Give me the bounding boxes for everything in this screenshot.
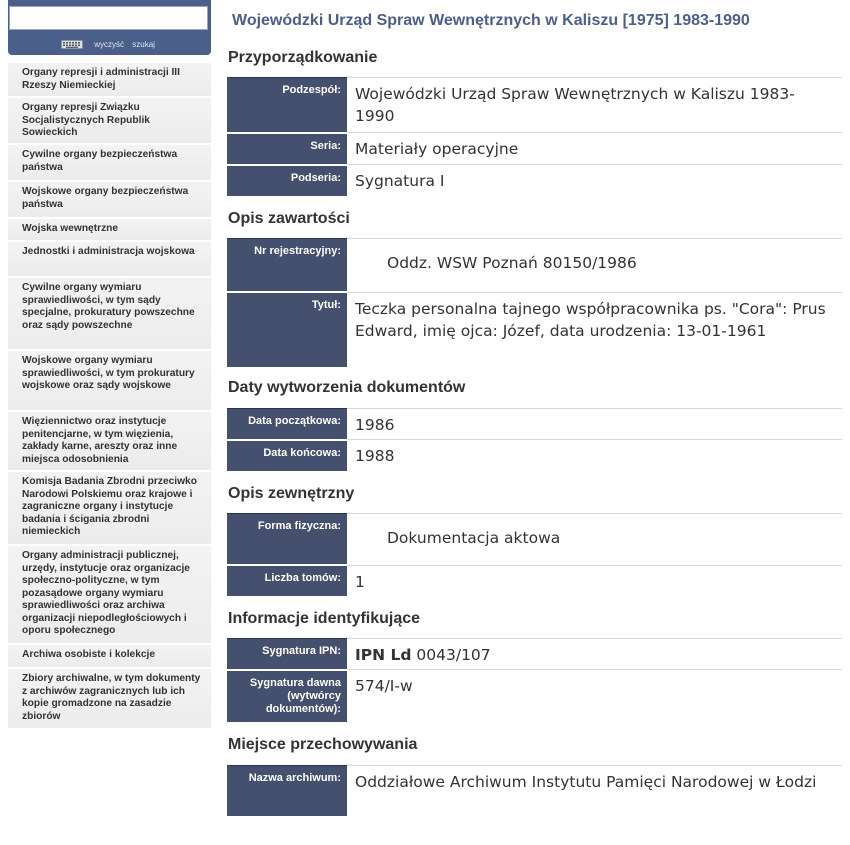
sygnatura-ipn-value: [347, 639, 842, 670]
sygnatura-ipn-label: Sygnatura IPN:: [227, 639, 347, 670]
sygnatura-dawna-value: 574/I-w: [347, 670, 842, 723]
keyboard-icon[interactable]: [61, 40, 83, 49]
data-koncowa-label: Data końcowa:: [227, 440, 347, 472]
sidebar-item[interactable]: Jednostki i administracja wojskowa: [8, 242, 211, 278]
sidebar-item[interactable]: Wojskowe organy wymiaru sprawiedliwości, w tym prokuratury wojskowe oraz sądy wojskowe: [8, 351, 211, 412]
section-heading-informacje: Informacje identyfikujące: [228, 610, 421, 627]
podzespol-value: Wojewódzki Urząd Spraw Wewnętrznych w Kaliszu 1983-1990: [347, 78, 842, 133]
sidebar-item[interactable]: Więziennictwo oraz instytucje penitencjarne, w tym więzienia, zakłady karne, areszty oraz inne miejsca odosobnienia: [8, 412, 211, 472]
sidebar-item[interactable]: Organy administracji publicznej, urzędy, instytucje oraz organizacje społeczno-polityczne, w tym pozasądowe organy wymiaru sprawiedliwości oraz archiwa organizacji niepodległościowych i oporu społecznego: [8, 546, 211, 645]
sidebar-item[interactable]: Komisja Badania Zbrodni przeciwko Narodowi Polskiemu oraz krajowe i zagraniczne organy i instytucje badania i ścigania zbrodni niemieckich: [8, 472, 211, 546]
sidebar-item[interactable]: Organy represji i administracji III Rzeszy Niemieckiej: [8, 63, 211, 98]
tytul-label: Tytuł:: [227, 292, 347, 368]
daty-table: [227, 408, 842, 473]
sidebar: [8, 0, 211, 730]
podseria-value: Sygnatura I: [347, 165, 842, 197]
sidebar-item[interactable]: Cywilne organy bezpieczeństwa państwa: [8, 145, 211, 182]
main-content: [227, 0, 842, 818]
sidebar-item[interactable]: Wojska wewnętrzne: [8, 219, 211, 242]
miejsce-table: [227, 765, 842, 819]
section-heading-przyporzadkowanie: Przyporządkowanie: [228, 49, 378, 66]
podzespol-label: Podzespół:: [227, 78, 347, 133]
opis-zewnetrzny-table: [227, 513, 842, 599]
data-poczatkowa-label: Data początkowa:: [227, 409, 347, 440]
data-koncowa-value: 1988: [347, 440, 842, 472]
section-heading-miejsce: Miejsce przechowywania: [228, 735, 418, 753]
sidebar-item[interactable]: Organy represji Związku Socjalistycznych Republik Sowieckich: [8, 98, 211, 145]
clear-button[interactable]: wyczyść: [94, 40, 125, 49]
page-title: Wojewódzki Urząd Spraw Wewnętrznych w Kaliszu [1975] 1983-1990: [232, 12, 750, 29]
sidebar-menu: [8, 63, 211, 730]
nr-rejestracyjny-label: Nr rejestracyjny:: [227, 238, 347, 292]
search-input[interactable]: [9, 6, 208, 30]
sygnatura-dawna-label: Sygnatura dawna (wytwórcy dokumentów):: [227, 670, 347, 723]
search-panel: [8, 0, 211, 55]
forma-fizyczna-label: Forma fizyczna:: [227, 513, 347, 565]
sidebar-item[interactable]: Cywilne organy wymiaru sprawiedliwości, w tym sądy specjalne, prokuratury powszechne oraz sądy powszechne: [8, 278, 211, 351]
sidebar-item[interactable]: Archiwa osobiste i kolekcje: [8, 645, 211, 669]
section-heading-daty: Daty wytworzenia dokumentów: [228, 379, 466, 396]
przyporzadkowanie-table: [227, 77, 842, 198]
search-button[interactable]: szukaj: [132, 40, 155, 49]
forma-fizyczna-value: Dokumentacja aktowa: [347, 513, 842, 565]
sygnatura-ipn-prefix: IPN Ld: [355, 646, 412, 664]
informacje-table: [227, 638, 842, 724]
nr-rejestracyjny-value: Oddz. WSW Poznań 80150/1986: [347, 238, 842, 292]
seria-value: Materiały operacyjne: [347, 133, 842, 165]
sidebar-item[interactable]: Wojskowe organy bezpieczeństwa państwa: [8, 182, 211, 219]
nazwa-archiwum-label: Nazwa archiwum:: [227, 765, 347, 817]
seria-label: Seria:: [227, 133, 347, 165]
nazwa-archiwum-value: Oddziałowe Archiwum Instytutu Pamięci Narodowej w Łodzi: [347, 765, 842, 817]
liczba-tomow-value: 1: [347, 565, 842, 597]
search-actions: [8, 39, 211, 51]
section-heading-opis-zawartosci: Opis zawartości: [228, 209, 350, 227]
tytul-value: Teczka personalna tajnego współpracownika ps. "Cora": Prus Edward, imię ojca: Józef, data urodzenia: 13-01-1961: [347, 292, 842, 368]
sygnatura-ipn-number: 0043/107: [416, 646, 491, 664]
sidebar-item[interactable]: Zbiory archiwalne, w tym dokumenty z archiwów zagranicznych lub ich kopie gromadzone na zasadzie zbiorów: [8, 669, 211, 730]
data-poczatkowa-value: 1986: [347, 409, 842, 440]
podseria-label: Podseria:: [227, 165, 347, 197]
opis-zawartosci-table: [227, 238, 842, 370]
section-heading-opis-zewnetrzny: Opis zewnętrzny: [228, 484, 355, 502]
liczba-tomow-label: Liczba tomów:: [227, 565, 347, 597]
